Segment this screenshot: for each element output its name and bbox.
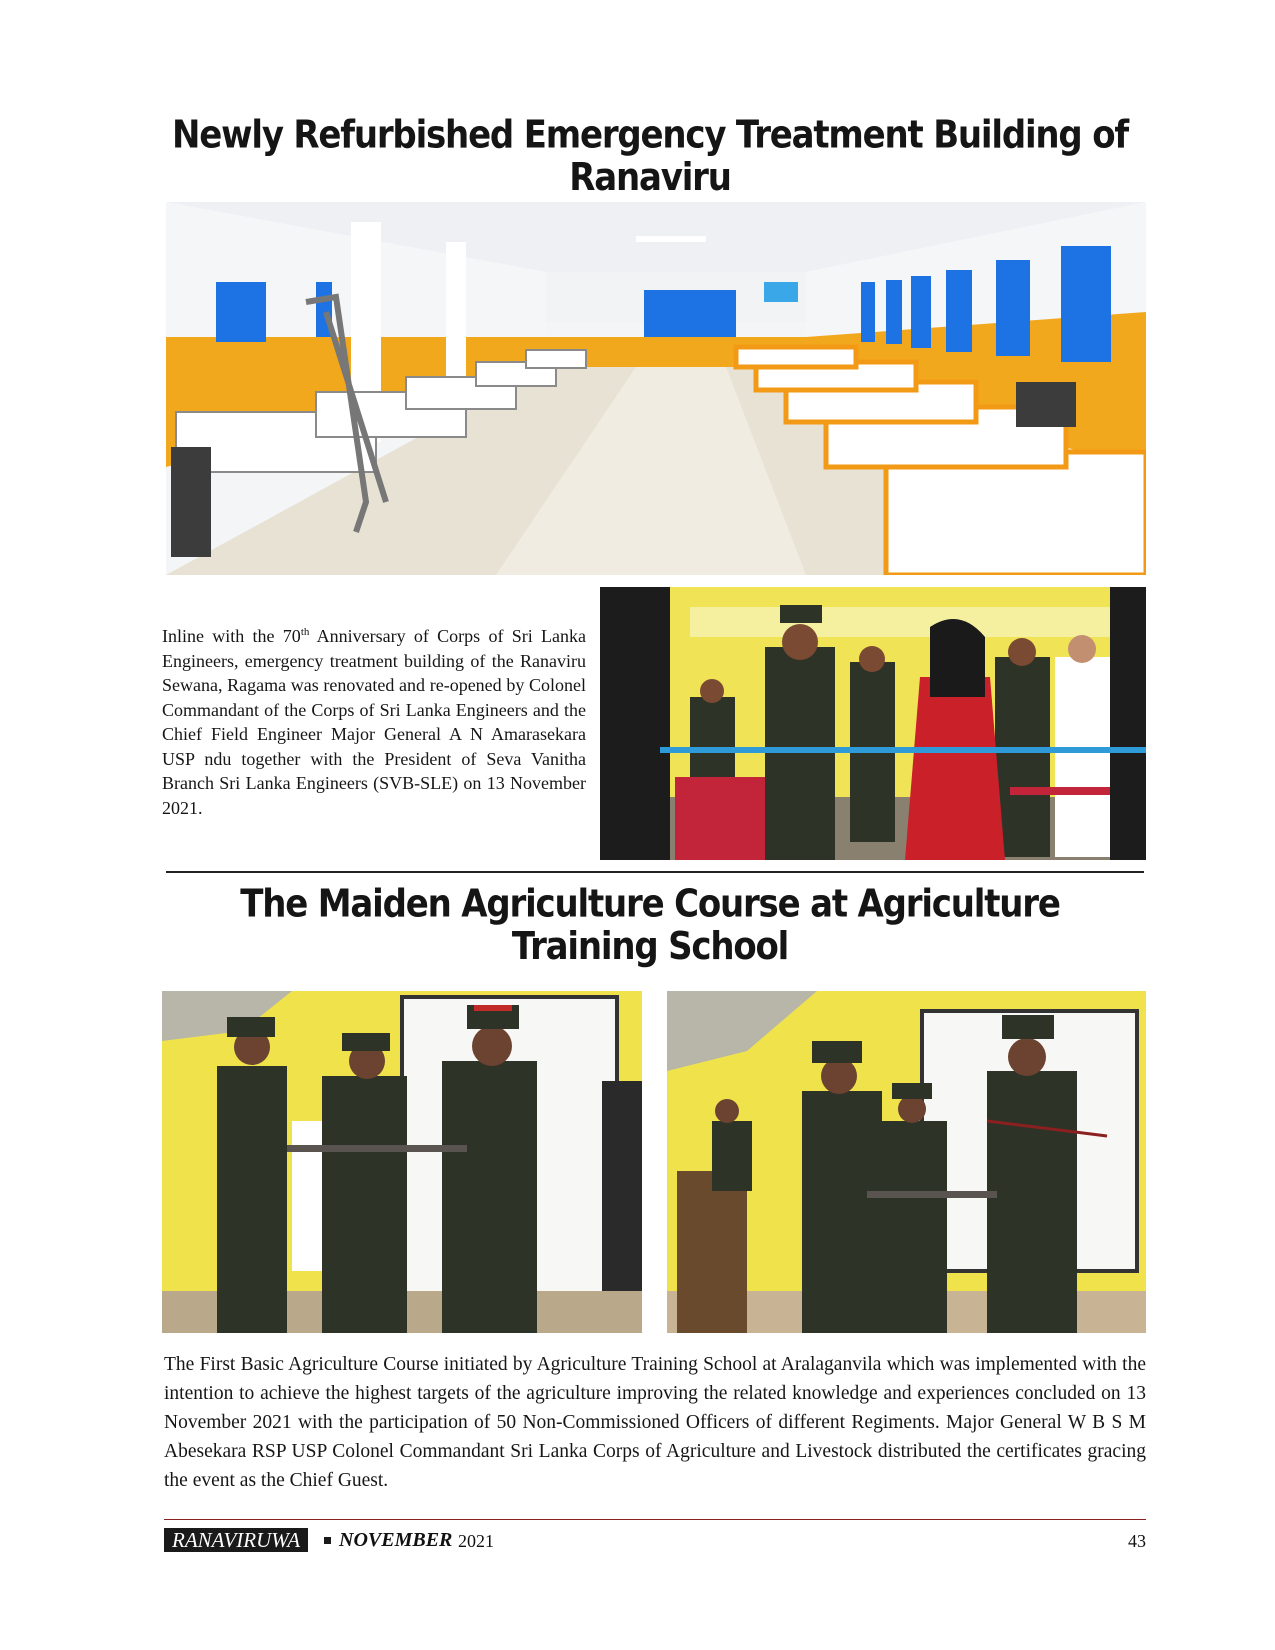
footer-rule	[164, 1519, 1146, 1520]
article2-headline-line2: Training School	[511, 924, 789, 970]
article2-caption: The First Basic Agriculture Course initiated by Agriculture Training School at Aralaganvila which was implemented with the intention to achieve the highest targets of the agriculture improving the related knowledge and experiences concluded on 13 November 2021 with the participation of 50 Non-Commissioned Officers of different Regiments. Major General W B S M Abesekara RSP USP Colonel Commandant Sri Lanka Corps of Agriculture and Livestock distributed the certificates gracing the event as the Chief Guest.	[164, 1354, 1146, 1491]
certificate-photo-1	[162, 991, 642, 1333]
footer-bullet-icon	[324, 1537, 331, 1544]
article2-headline	[150, 883, 1150, 968]
ward-photo	[166, 202, 1146, 575]
article1-headline-line1: Newly Refurbished Emergency Treatment Building of Ranaviru	[172, 112, 1128, 201]
section-divider	[166, 871, 1144, 873]
issue-month: NOVEMBER	[339, 1529, 453, 1551]
issue-year: 2021	[458, 1531, 494, 1551]
caption-superscript: th	[300, 626, 310, 638]
ribbon-cutting-photo	[600, 587, 1146, 860]
certificate-photo-2	[667, 991, 1146, 1333]
page-footer	[164, 1528, 1146, 1556]
page-number: 43	[1128, 1531, 1146, 1551]
article2-headline-line1: The Maiden Agriculture Course at Agriculture	[240, 881, 1060, 927]
caption-text-rest: Anniversary of Corps of Sri Lanka Engineers, emergency treatment building of the Ranaviru Sewana, Ragama was renovated and re-opened by Colonel Commandant of the Corps of Sri Lanka Engineers and the Chief Field Engineer Major General A N Amarasekara USP ndu together with the President of Seva Vanitha Branch Sri Lanka Engineers (SVB-SLE) on 13 November 2021.	[162, 626, 586, 818]
article1-caption	[162, 620, 586, 820]
caption-text-start: Inline with the 70	[162, 626, 301, 646]
magazine-name: RANAVIRUWA	[164, 1528, 308, 1552]
